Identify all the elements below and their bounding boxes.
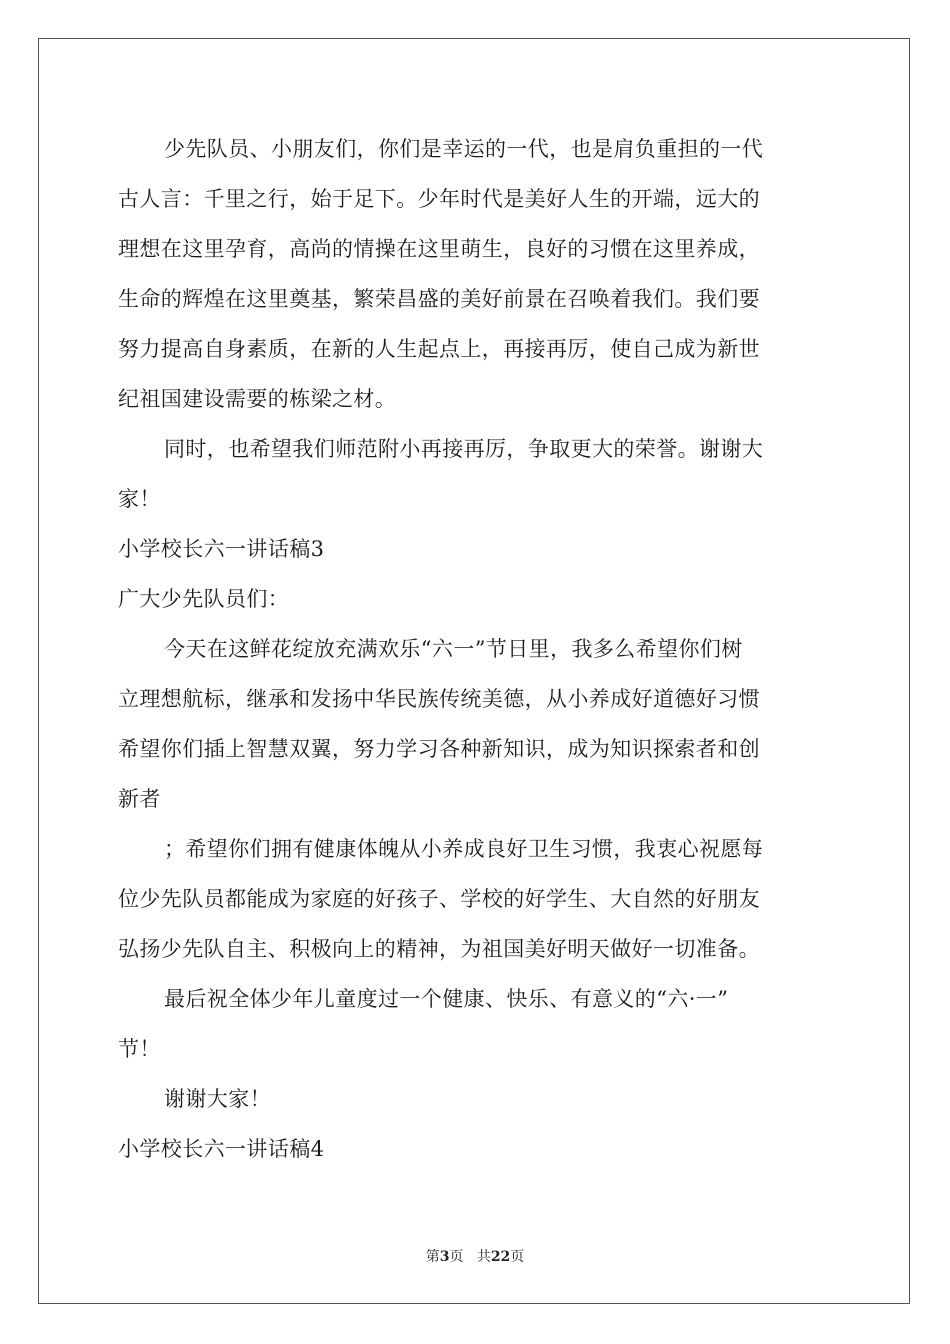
paragraph-line: 生命的辉煌在这里奠基，繁荣昌盛的美好前景在召唤着我们。我们要 <box>118 287 760 311</box>
paragraph-line: 古人言：千里之行，始于足下。少年时代是美好人生的开端，远大的 <box>118 187 760 211</box>
total-suffix: 页 <box>510 1249 525 1265</box>
page-suffix: 页 <box>449 1249 464 1265</box>
paragraph-line: 希望你们插上智慧双翼，努力学习各种新知识，成为知识探索者和创 <box>118 737 760 761</box>
paragraph-line: 同时，也希望我们师范附小再接再厉，争取更大的荣誉。谢谢大 <box>164 437 764 461</box>
paragraph-line: 立理想航标，继承和发扬中华民族传统美德，从小养成好道德好习惯 <box>118 687 760 711</box>
paragraph-line: 位少先队员都能成为家庭的好孩子、学校的好学生、大自然的好朋友 <box>118 887 760 911</box>
paragraph-line: ；希望你们拥有健康体魄从小养成良好卫生习惯，我衷心祝愿每 <box>164 837 764 861</box>
paragraph-line: 努力提高自身素质，在新的人生起点上，再接再厉，使自己成为新世 <box>118 337 760 361</box>
paragraph-line: 纪祖国建设需要的栋梁之材。 <box>118 387 397 411</box>
document-body <box>118 124 834 1174</box>
paragraph-line: 新者 <box>118 787 161 811</box>
salutation: 广大少先队员们： <box>118 587 290 611</box>
page-footer <box>0 1246 950 1266</box>
section-heading: 小学校长六一讲话稿3 <box>118 537 325 561</box>
page-prefix: 第 <box>425 1249 440 1265</box>
paragraph-line: 理想在这里孕育，高尚的情操在这里萌生，良好的习惯在这里养成， <box>118 237 760 261</box>
paragraph-line: 今天在这鲜花绽放充满欢乐“六一”节日里，我多么希望你们树 <box>164 637 743 661</box>
paragraph-line: 弘扬少先队自主、积极向上的精神，为祖国美好明天做好一切准备。 <box>118 937 760 961</box>
paragraph-line: 家！ <box>118 487 161 511</box>
paragraph-line: 少先队员、小朋友们，你们是幸运的一代，也是肩负重担的一代 <box>164 137 764 161</box>
section-heading: 小学校长六一讲话稿4 <box>118 1137 325 1161</box>
total-prefix: 共 <box>476 1249 491 1265</box>
closing-line: 谢谢大家！ <box>164 1087 271 1111</box>
paragraph-line: 最后祝全体少年儿童度过一个健康、快乐、有意义的“六·一” <box>164 987 729 1011</box>
total-pages: 22 <box>490 1249 511 1265</box>
page-number: 3 <box>439 1249 450 1265</box>
paragraph-line: 节！ <box>118 1037 161 1061</box>
